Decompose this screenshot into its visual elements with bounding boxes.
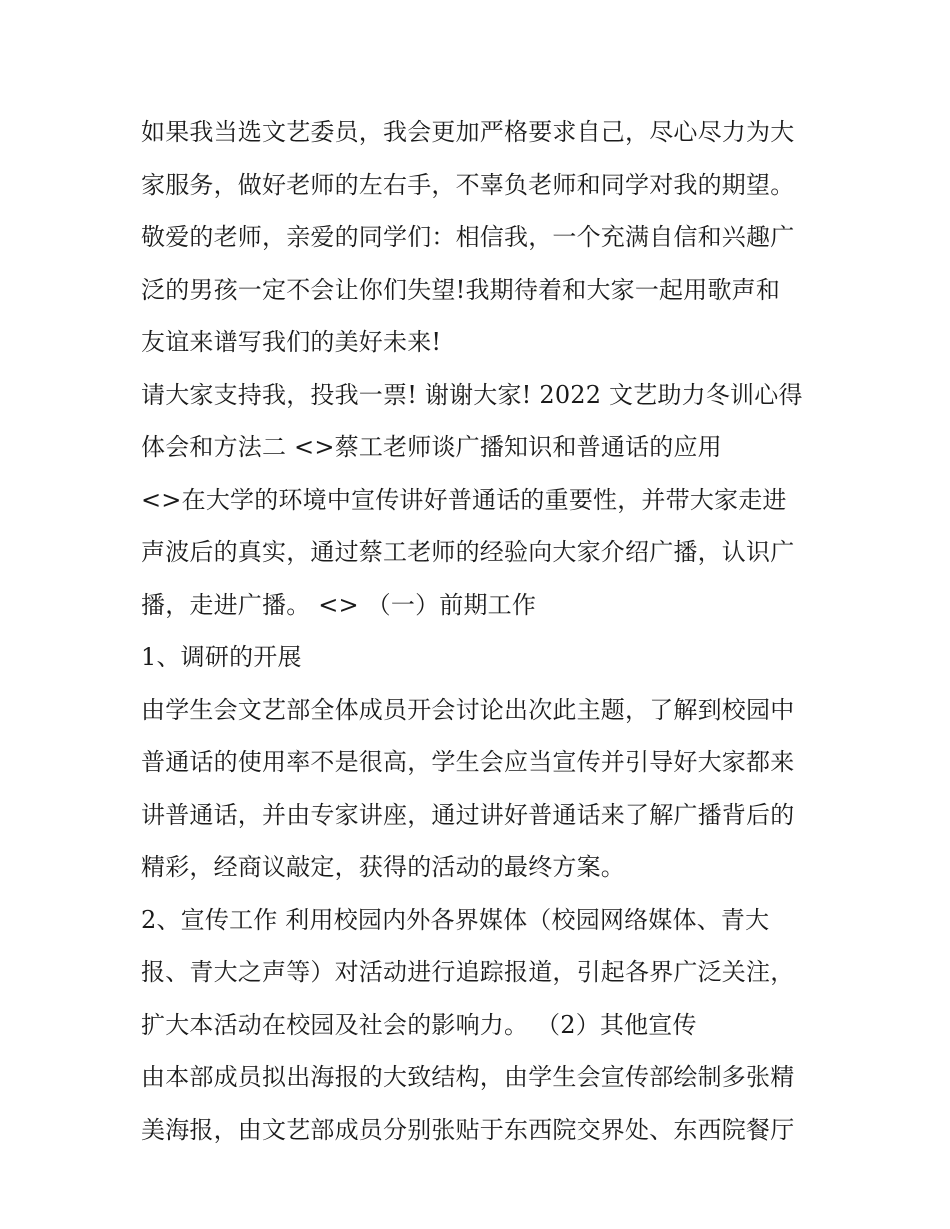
- text-line: 美海报，由文艺部成员分别张贴于东西院交界处、东西院餐厅: [141, 1115, 795, 1144]
- text-line: 普通话的使用率不是很高，学生会应当宣传并引导好大家都来: [141, 748, 795, 776]
- text-line: 由本部成员拟出海报的大致结构，由学生会宣传部绘制多张精: [141, 1063, 795, 1091]
- text-line: 如果我当选文艺委员，我会更加严格要求自己，尽心尽力为大: [141, 118, 795, 146]
- text-line: <>在大学的环境中宣传讲好普通话的重要性，并带大家走进: [141, 485, 787, 514]
- text-line: 泛的男孩一定不会让你们失望!我期待着和大家一起用歌声和: [141, 275, 781, 304]
- text-line: 扩大本活动在校园及社会的影响力。 （2）其他宣传: [141, 1010, 697, 1039]
- text-line: 友谊来谱写我们的美好未来!: [141, 328, 442, 356]
- text-line: 敬爱的老师，亲爱的同学们：相信我，一个充满自信和兴趣广: [141, 223, 795, 251]
- text-line: 家服务，做好老师的左右手，不辜负老师和同学对我的期望。: [141, 170, 795, 199]
- section-heading: 1、调研的开展: [141, 643, 302, 671]
- text-line: 声波后的真实，通过蔡工老师的经验向大家介绍广播，认识广: [141, 538, 795, 566]
- text-line: 2、宣传工作 利用校园内外各界媒体（校园网络媒体、青大: [141, 905, 770, 934]
- text-line: 由学生会文艺部全体成员开会讨论出次此主题，了解到校园中: [141, 695, 795, 724]
- text-line: 报、青大之声等）对活动进行追踪报道，引起各界广泛关注，: [141, 958, 795, 986]
- text-line: 播，走进广播。 <> （一）前期工作: [141, 590, 537, 619]
- text-line: 精彩，经商议敲定，获得的活动的最终方案。: [141, 853, 625, 881]
- text-line: 讲普通话，并由专家讲座，通过讲好普通话来了解广播背后的: [141, 800, 795, 829]
- document-body: [141, 106, 831, 1156]
- text-line: 请大家支持我，投我一票! 谢谢大家! 2022 文艺助力冬训心得: [141, 380, 803, 409]
- text-line: 体会和方法二 <>蔡工老师谈广播知识和普通话的应用: [141, 433, 722, 461]
